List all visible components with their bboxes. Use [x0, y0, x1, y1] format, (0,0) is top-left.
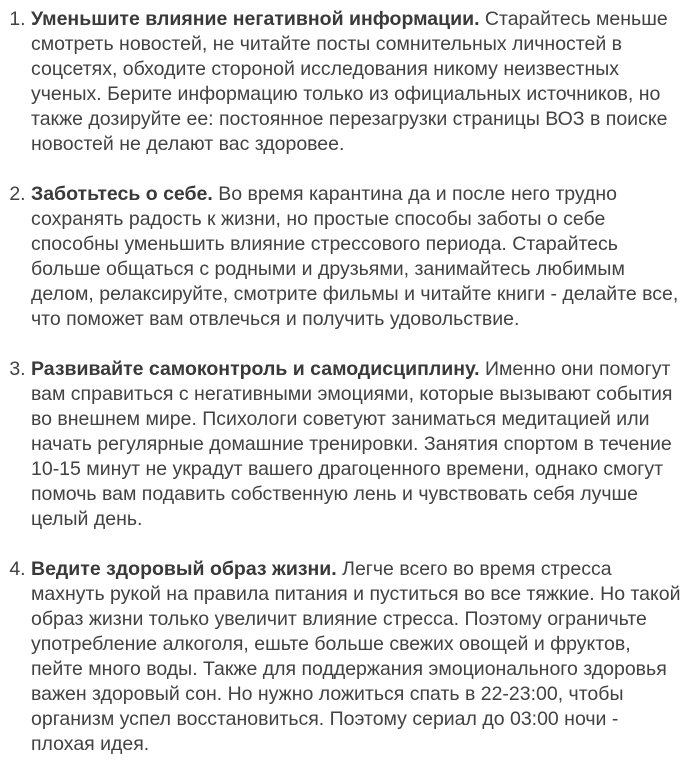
tip-title: Заботьтесь о себе.: [31, 183, 213, 205]
tip-text: Именно они помогут вам справиться с негативными эмоциями, которые вызывают события во внешнем мире. Психологи советуют заниматься медитацией или начать регулярные домашние тренировки. Занятия спортом в течение 10-15 минут не украдут вашего драгоценного времени, однако смогут помочь вам подавить собственную лень и чувствовать себя лучше целый день.: [31, 358, 673, 530]
tip-text: Во время карантина да и после него трудно сохранять радость к жизни, но простые способы заботы о себе способны уменьшить влияние стрессового периода. Старайтесь больше общаться с родными и друзьями, занимайтесь любимым делом, релаксируйте, смотрите фильмы и читайте книги - делайте все, что поможет вам отвлечься и получить удовольствие.: [31, 183, 679, 330]
list-item: [31, 7, 681, 157]
tip-title: Развивайте самоконтроль и самодисциплину.: [31, 358, 480, 380]
tip-title: Уменьшите влияние негативной информации.: [31, 8, 480, 30]
tip-text: Старайтесь меньше смотреть новостей, не читайте посты сомнительных личностей в соцсетях, обходите стороной исследования никому неизвестных ученых. Берите информацию только из официальных источников, но также дозируйте ее: постоянное перезагрузки страницы ВОЗ в поиске новостей не делают вас здоровее.: [31, 8, 668, 155]
tip-text: Легче всего во время стресса махнуть рукой на правила питания и пуститься во все тяжкие. Но такой образ жизни только увеличит влияние стресса. Поэтому ограничьте употребление алкоголя, ешьте больше свежих овощей и фруктов, пейте много воды. Также для поддержания эмоционального здоровья важен здоровый сон. Но нужно ложиться спать в 22-23:00, чтобы организм успел восстановиться. Поэтому сериал до 03:00 ночи - плохая идея.: [31, 558, 681, 755]
tip-title: Ведите здоровый образ жизни.: [31, 558, 337, 580]
list-item: [31, 357, 681, 532]
list-item: [31, 182, 681, 332]
list-item: [31, 557, 681, 757]
